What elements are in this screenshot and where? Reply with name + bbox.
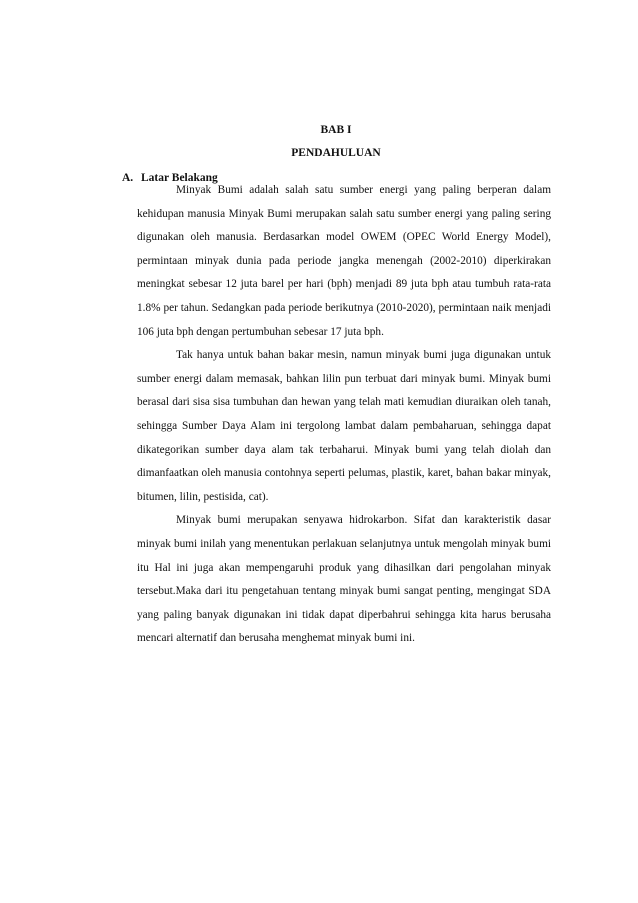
section-title: Latar Belakang (141, 172, 218, 184)
paragraph-3: Minyak bumi merupakan senyawa hidrokarbon. Sifat dan karakteristik dasar minyak bumi inilah yang menentukan perlakuan selanjutnya untuk mengolah minyak bumi itu Hal ini juga akan mempengaruhi produk yang dihasilkan dari pengolahan minyak tersebut.Maka dari itu pengetahuan tentang minyak bumi sangat penting, mengingat SDA yang paling banyak digunakan ini tidak dapat diperbahrui sehingga kita harus berusaha mencari alternatif dan berusaha menghemat minyak bumi ini. (137, 514, 551, 645)
paragraph-1: Minyak Bumi adalah salah satu sumber energi yang paling berperan dalam kehidupan manusia Minyak Bumi merupakan salah satu sumber energi yang paling sering digunakan oleh manusia. Berdasarkan model OWEM (OPEC World Energy Model), permintaan minyak dunia pada periode jangka menengah (2002-2010) diperkirakan meningkat sebesar 12 juta barel per hari (bph) menjadi 89 juta bph atau tumbuh rata-rata 1.8% per tahun. Sedangkan pada periode berikutnya (2010-2020), permintaan naik menjadi 106 juta bph dengan pertumbuhan sebesar 17 juta bph. (137, 184, 551, 338)
body-text (137, 179, 551, 651)
paragraph-2: Tak hanya untuk bahan bakar mesin, namun minyak bumi juga digunakan untuk sumber energi dalam memasak, bahkan lilin pun terbuat dari minyak bumi. Minyak bumi berasal dari sisa sisa tumbuhan dan hewan yang telah mati kemudian diuraikan oleh tanah, sehingga Sumber Daya Alam ini tergolong lambat dalam pembaharuan, sehingga dapat dikategorikan sumber daya alam tak terbaharui. Minyak bumi yang telah diolah dan dimanfaatkan oleh manusia contohnya seperti pelumas, plastik, karet, bahan bakar minyak, bitumen, lilin, pestisida, cat). (137, 349, 551, 503)
section-letter: A. (122, 172, 134, 184)
chapter-number: BAB I (320, 124, 352, 136)
chapter-title: PENDAHULUAN (291, 147, 381, 159)
